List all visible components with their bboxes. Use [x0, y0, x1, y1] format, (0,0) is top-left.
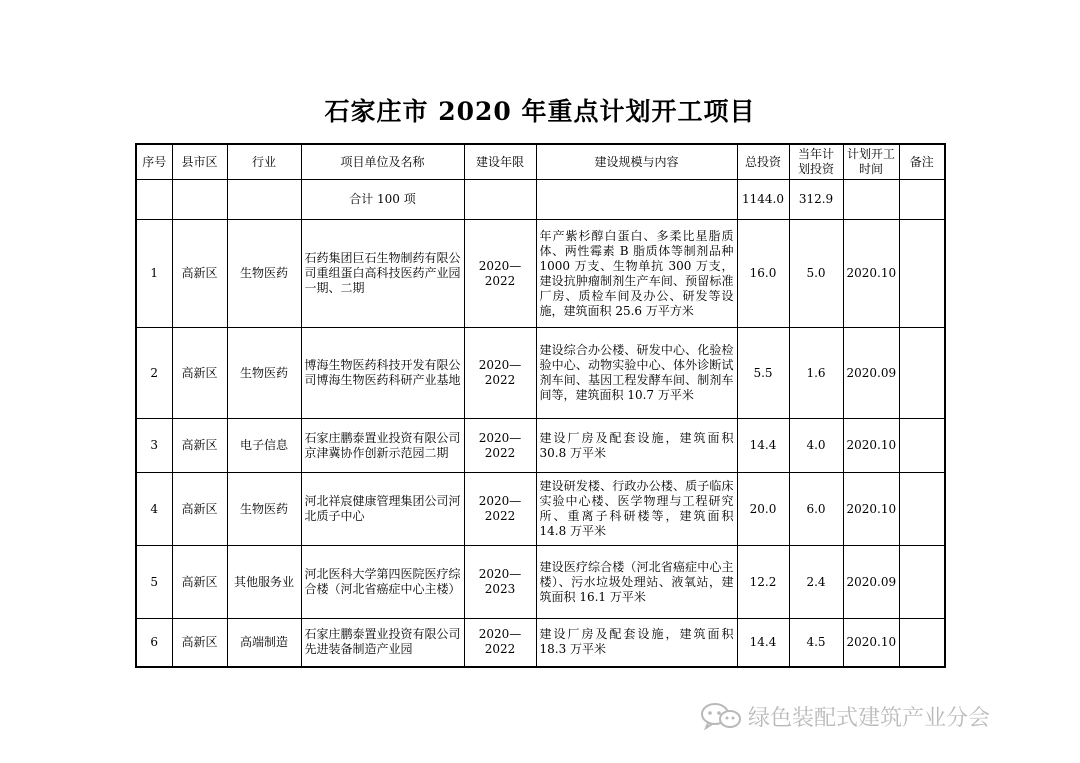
cell-scope: 建设厂房及配套设施，建筑面积 30.8 万平米	[536, 419, 737, 473]
table-row	[136, 473, 945, 546]
header-unit: 项目单位及名称	[301, 144, 464, 180]
summary-row	[136, 180, 945, 220]
cell-county: 高新区	[172, 220, 227, 328]
cell-seq: 6	[136, 619, 172, 667]
cell-county: 高新区	[172, 546, 227, 619]
cell-remark	[899, 473, 945, 546]
cell-start: 2020.09	[843, 328, 899, 419]
cell-county: 高新区	[172, 328, 227, 419]
cell-year-plan: 1.6	[789, 328, 843, 419]
cell-start: 2020.10	[843, 220, 899, 328]
page-title: 石家庄市 2020 年重点计划开工项目	[324, 97, 756, 126]
header-seq: 序号	[136, 144, 172, 180]
cell-unit: 河北祥宸健康管理集团公司河北质子中心	[301, 473, 464, 546]
summary-label: 合计 100 项	[301, 180, 464, 220]
cell-county: 高新区	[172, 473, 227, 546]
summary-year-plan: 312.9	[789, 180, 843, 220]
cell-years: 2020—2023	[464, 546, 536, 619]
summary-remark	[899, 180, 945, 220]
header-scope: 建设规模与内容	[536, 144, 737, 180]
cell-scope: 建设研发楼、行政办公楼、质子临床实验中心楼、医学物理与工程研究所、重离子科研楼等，建筑面积 14.8 万平米	[536, 473, 737, 546]
header-remark: 备注	[899, 144, 945, 180]
table-row	[136, 546, 945, 619]
summary-county	[172, 180, 227, 220]
cell-start: 2020.09	[843, 546, 899, 619]
cell-total: 20.0	[737, 473, 789, 546]
cell-scope: 建设厂房及配套设施，建筑面积 18.3 万平米	[536, 619, 737, 667]
table-row	[136, 328, 945, 419]
summary-total: 1144.0	[737, 180, 789, 220]
summary-years	[464, 180, 536, 220]
cell-industry: 生物医药	[227, 473, 301, 546]
cell-seq: 2	[136, 328, 172, 419]
summary-industry	[227, 180, 301, 220]
cell-total: 14.4	[737, 619, 789, 667]
cell-total: 12.2	[737, 546, 789, 619]
watermark-text: 绿色装配式建筑产业分会	[748, 705, 991, 731]
cell-seq: 1	[136, 220, 172, 328]
cell-years: 2020—2022	[464, 619, 536, 667]
cell-unit: 石家庄鹏泰置业投资有限公司先进装备制造产业园	[301, 619, 464, 667]
cell-industry: 生物医药	[227, 328, 301, 419]
summary-scope	[536, 180, 737, 220]
header-year-plan: 当年计划投资	[789, 144, 843, 180]
cell-total: 14.4	[737, 419, 789, 473]
cell-year-plan: 4.0	[789, 419, 843, 473]
header-industry: 行业	[227, 144, 301, 180]
table-row	[136, 619, 945, 667]
cell-industry: 其他服务业	[227, 546, 301, 619]
header-start: 计划开工时间	[843, 144, 899, 180]
cell-start: 2020.10	[843, 619, 899, 667]
cell-unit: 石药集团巨石生物制药有限公司重组蛋白高科技医药产业园一期、二期	[301, 220, 464, 328]
cell-unit: 博海生物医药科技开发有限公司博海生物医药科研产业基地	[301, 328, 464, 419]
cell-total: 16.0	[737, 220, 789, 328]
cell-total: 5.5	[737, 328, 789, 419]
cell-years: 2020—2022	[464, 473, 536, 546]
cell-year-plan: 4.5	[789, 619, 843, 667]
cell-industry: 高端制造	[227, 619, 301, 667]
cell-seq: 5	[136, 546, 172, 619]
cell-unit: 河北医科大学第四医院医疗综合楼（河北省癌症中心主楼）	[301, 546, 464, 619]
table-row	[136, 419, 945, 473]
cell-start: 2020.10	[843, 419, 899, 473]
cell-scope: 建设综合办公楼、研发中心、化验检验中心、动物实验中心、体外诊断试剂车间、基因工程发酵车间、制剂车间等，建筑面积 10.7 万平米	[536, 328, 737, 419]
cell-remark	[899, 220, 945, 328]
cell-scope: 建设医疗综合楼（河北省癌症中心主楼）、污水垃圾处理站、液氧站，建筑面积 16.1 万平米	[536, 546, 737, 619]
cell-year-plan: 6.0	[789, 473, 843, 546]
table-row	[136, 220, 945, 328]
cell-industry: 电子信息	[227, 419, 301, 473]
watermark	[700, 700, 990, 732]
cell-unit: 石家庄鹏泰置业投资有限公司京津冀协作创新示范园二期	[301, 419, 464, 473]
cell-years: 2020—2022	[464, 220, 536, 328]
cell-seq: 3	[136, 419, 172, 473]
cell-years: 2020—2022	[464, 328, 536, 419]
cell-remark	[899, 546, 945, 619]
cell-year-plan: 5.0	[789, 220, 843, 328]
projects-table	[135, 143, 946, 668]
wechat-icon	[700, 702, 742, 730]
header-years: 建设年限	[464, 144, 536, 180]
cell-remark	[899, 328, 945, 419]
header-row	[136, 144, 945, 180]
cell-county: 高新区	[172, 419, 227, 473]
header-total: 总投资	[737, 144, 789, 180]
cell-seq: 4	[136, 473, 172, 546]
header-county: 县市区	[172, 144, 227, 180]
cell-industry: 生物医药	[227, 220, 301, 328]
summary-seq	[136, 180, 172, 220]
cell-remark	[899, 419, 945, 473]
cell-county: 高新区	[172, 619, 227, 667]
cell-remark	[899, 619, 945, 667]
cell-start: 2020.10	[843, 473, 899, 546]
cell-year-plan: 2.4	[789, 546, 843, 619]
cell-scope: 年产紫杉醇白蛋白、多柔比星脂质体、两性霉素 B 脂质体等制剂品种 1000 万支、生物单抗 300 万支，建设抗肿瘤制剂生产车间、预留标准厂房、质检车间及办公、研发等设施，建筑面积 25.6 万平方米	[536, 220, 737, 328]
summary-start	[843, 180, 899, 220]
cell-years: 2020—2022	[464, 419, 536, 473]
